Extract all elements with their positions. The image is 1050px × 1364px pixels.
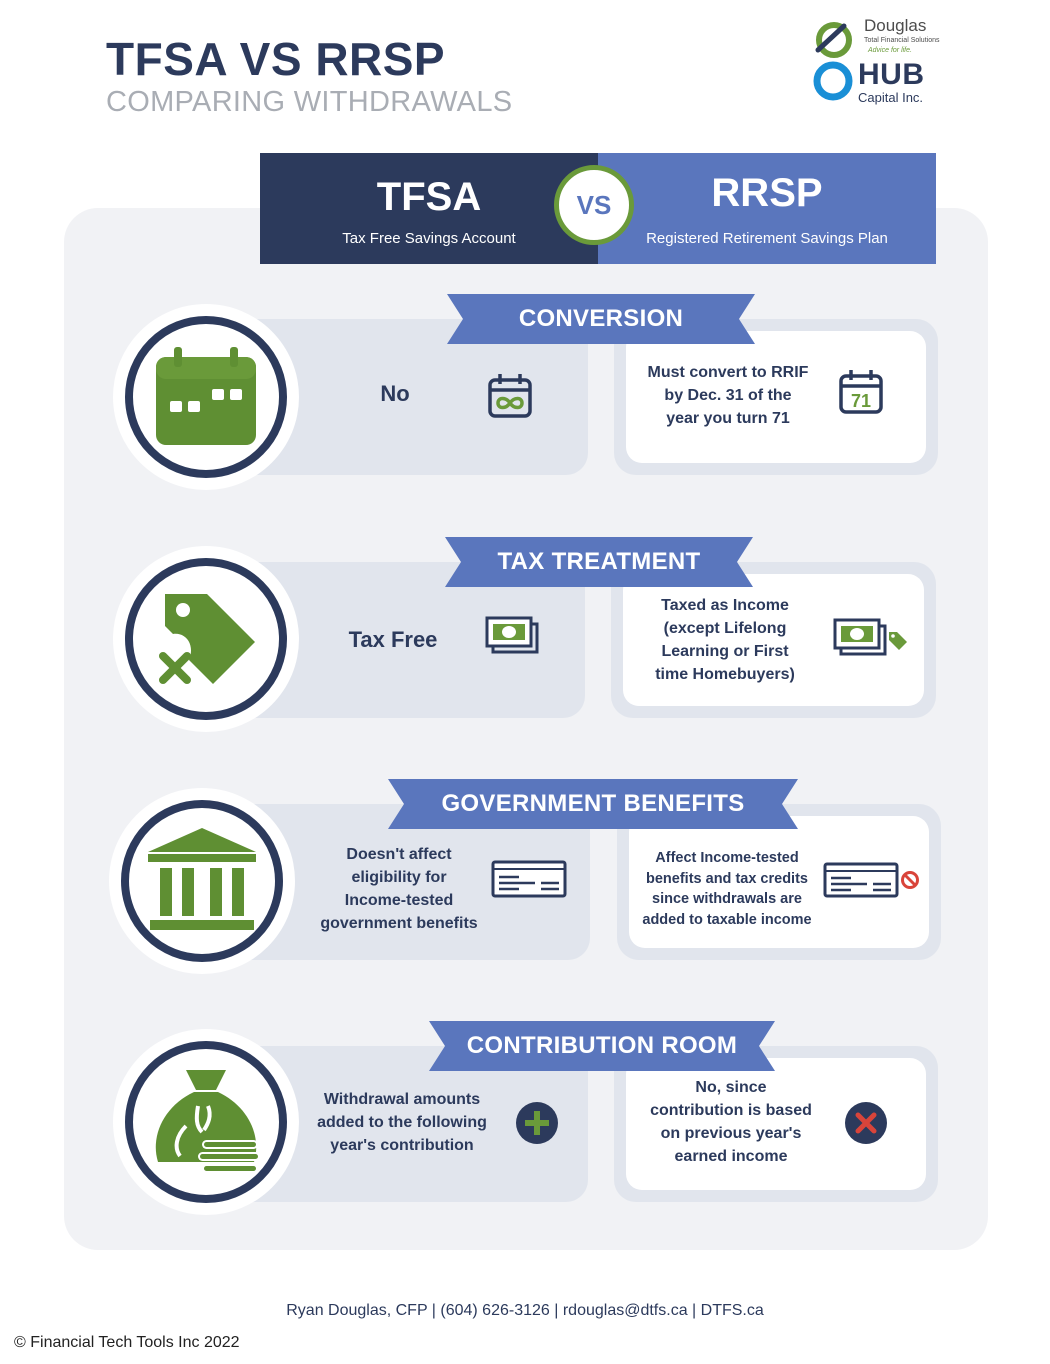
banner-tax-treatment: TAX TREATMENT	[445, 537, 753, 587]
benefits-rrsp-text: Affect Income-tested benefits and tax credits since withdrawals are added to taxable income	[642, 850, 812, 928]
contribution-tfsa-text: Withdrawal amounts added to the following year's contribution	[317, 1091, 487, 1154]
cheque-icon	[491, 860, 567, 898]
x-icon	[844, 1101, 888, 1145]
banner-conversion: CONVERSION	[447, 294, 755, 344]
hub-logo-icon	[812, 60, 854, 102]
cash-icon	[485, 616, 541, 658]
tax-tfsa-text: Tax Free	[348, 627, 438, 652]
banner-government-benefits: GOVERNMENT BENEFITS	[388, 779, 798, 829]
page-title: TFSA VS RRSP	[106, 33, 446, 85]
svg-text:71: 71	[850, 391, 872, 411]
cheque-prohibited-icon	[823, 862, 927, 900]
banner-contribution-room: CONTRIBUTION ROOM	[429, 1021, 775, 1071]
plus-icon	[515, 1101, 559, 1145]
conversion-tfsa-text: No	[380, 381, 410, 406]
footer-contact: Ryan Douglas, CFP | (604) 626-3126 | rdouglas@dtfs.ca | DTFS.ca	[286, 1302, 764, 1319]
calendar-icon	[154, 347, 258, 447]
logo-hub-sub: Capital Inc.	[858, 90, 924, 105]
tag-x-icon	[151, 584, 261, 694]
conversion-rrsp-text: Must convert to RRIF by Dec. 31 of the year you turn 71	[647, 364, 809, 427]
tax-rrsp-text: Taxed as Income (except Lifelong Learning or First time Homebuyers)	[655, 597, 795, 683]
page-subtitle: COMPARING WITHDRAWALS	[106, 86, 513, 118]
footer-copyright: © Financial Tech Tools Inc 2022	[14, 1334, 240, 1351]
logo-brand: Douglas	[864, 16, 927, 35]
logo-tagline: Advice for life.	[868, 47, 912, 54]
benefits-tfsa-text: Doesn't affect eligibility for Income-tested government benefits	[320, 846, 478, 932]
rrsp-header	[598, 153, 936, 264]
logo-brand-sub: Total Financial Solutions	[864, 37, 940, 44]
tfsa-header	[260, 153, 598, 264]
conversion-circle	[113, 304, 299, 490]
tfsa-subtitle: Tax Free Savings Account	[342, 230, 516, 247]
rrsp-title: RRSP	[711, 171, 823, 215]
logo-hub: HUB	[858, 58, 925, 91]
tax-circle	[113, 546, 299, 732]
douglas-logo-icon	[814, 20, 854, 60]
rrsp-subtitle: Registered Retirement Savings Plan	[646, 230, 888, 247]
government-building-icon	[142, 826, 262, 936]
company-logo	[812, 14, 942, 106]
money-bag-icon	[146, 1066, 266, 1178]
tfsa-title: TFSA	[376, 175, 482, 219]
calendar-infinity-icon	[485, 371, 535, 421]
contribution-circle	[113, 1029, 299, 1215]
vs-badge: VS	[554, 165, 634, 245]
calendar-71-icon	[836, 367, 886, 417]
benefits-circle	[109, 788, 295, 974]
cash-tag-icon	[833, 618, 909, 660]
contribution-rrsp-text: No, since contribution is based on previous year's earned income	[650, 1079, 812, 1165]
